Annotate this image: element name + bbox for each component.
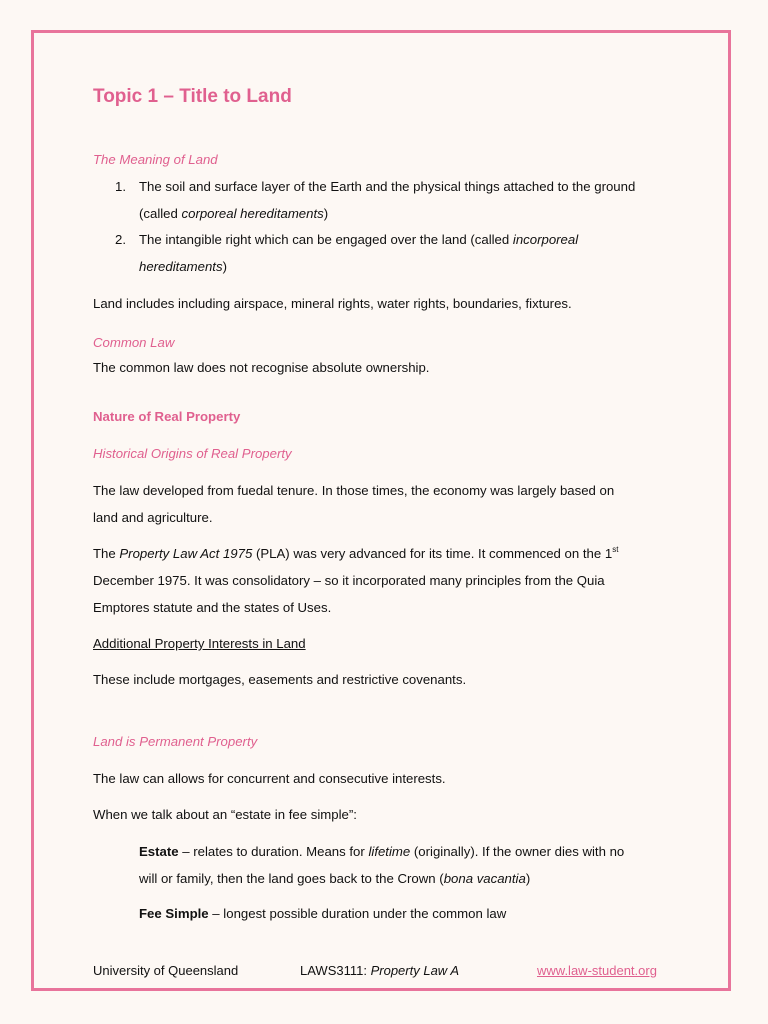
estate-definition-line2: will or family, then the land goes back to the Crown (bona vacantia) (139, 871, 531, 886)
section-heading-meaning: The Meaning of Land (93, 152, 218, 167)
footer-university: University of Queensland (93, 963, 239, 978)
historical-p1-line2: land and agriculture. (93, 510, 213, 525)
footer-course: LAWS3111: Property Law A (300, 963, 459, 978)
historical-p2-line2: December 1975. It was consolidatory – so it incorporated many principles from the Quia (93, 573, 605, 588)
permanent-p1: The law can allows for concurrent and consecutive interests. (93, 771, 446, 786)
fee-simple-definition: Fee Simple – longest possible duration under the common law (139, 906, 507, 921)
list-number-2: 2. (115, 232, 126, 247)
estate-definition-line1: Estate – relates to duration. Means for lifetime (originally). If the owner dies with no (139, 844, 625, 859)
list-item-2-line2: hereditaments) (139, 259, 227, 274)
section-heading-historical: Historical Origins of Real Property (93, 446, 292, 461)
list-item-1-line2: (called corporeal hereditaments) (139, 206, 329, 221)
additional-text: These include mortgages, easements and restrictive covenants. (93, 672, 467, 687)
list-item-2-line1: The intangible right which can be engaged over the land (called incorporeal (139, 232, 579, 247)
footer-website-link[interactable]: www.law-student.org (537, 963, 657, 978)
section-heading-common-law: Common Law (93, 335, 175, 350)
historical-p1-line1: The law developed from fuedal tenure. In those times, the economy was largely based on (93, 483, 615, 498)
land-includes-text: Land includes including airspace, mineral rights, water rights, boundaries, fixtures. (93, 296, 572, 311)
historical-p2-line3: Emptores statute and the states of Uses. (93, 600, 332, 615)
section-heading-permanent: Land is Permanent Property (93, 734, 258, 749)
common-law-text: The common law does not recognise absolute ownership. (93, 360, 430, 375)
permanent-p2: When we talk about an “estate in fee simple”: (93, 807, 357, 822)
section-heading-nature: Nature of Real Property (93, 409, 241, 424)
page-title: Topic 1 – Title to Land (93, 86, 292, 107)
list-item-1-line1: The soil and surface layer of the Earth and the physical things attached to the ground (139, 179, 636, 194)
section-heading-additional: Additional Property Interests in Land (93, 636, 306, 651)
historical-p2-line1: The Property Law Act 1975 (PLA) was very advanced for its time. It commenced on the 1st (93, 545, 619, 561)
list-number-1: 1. (115, 179, 126, 194)
